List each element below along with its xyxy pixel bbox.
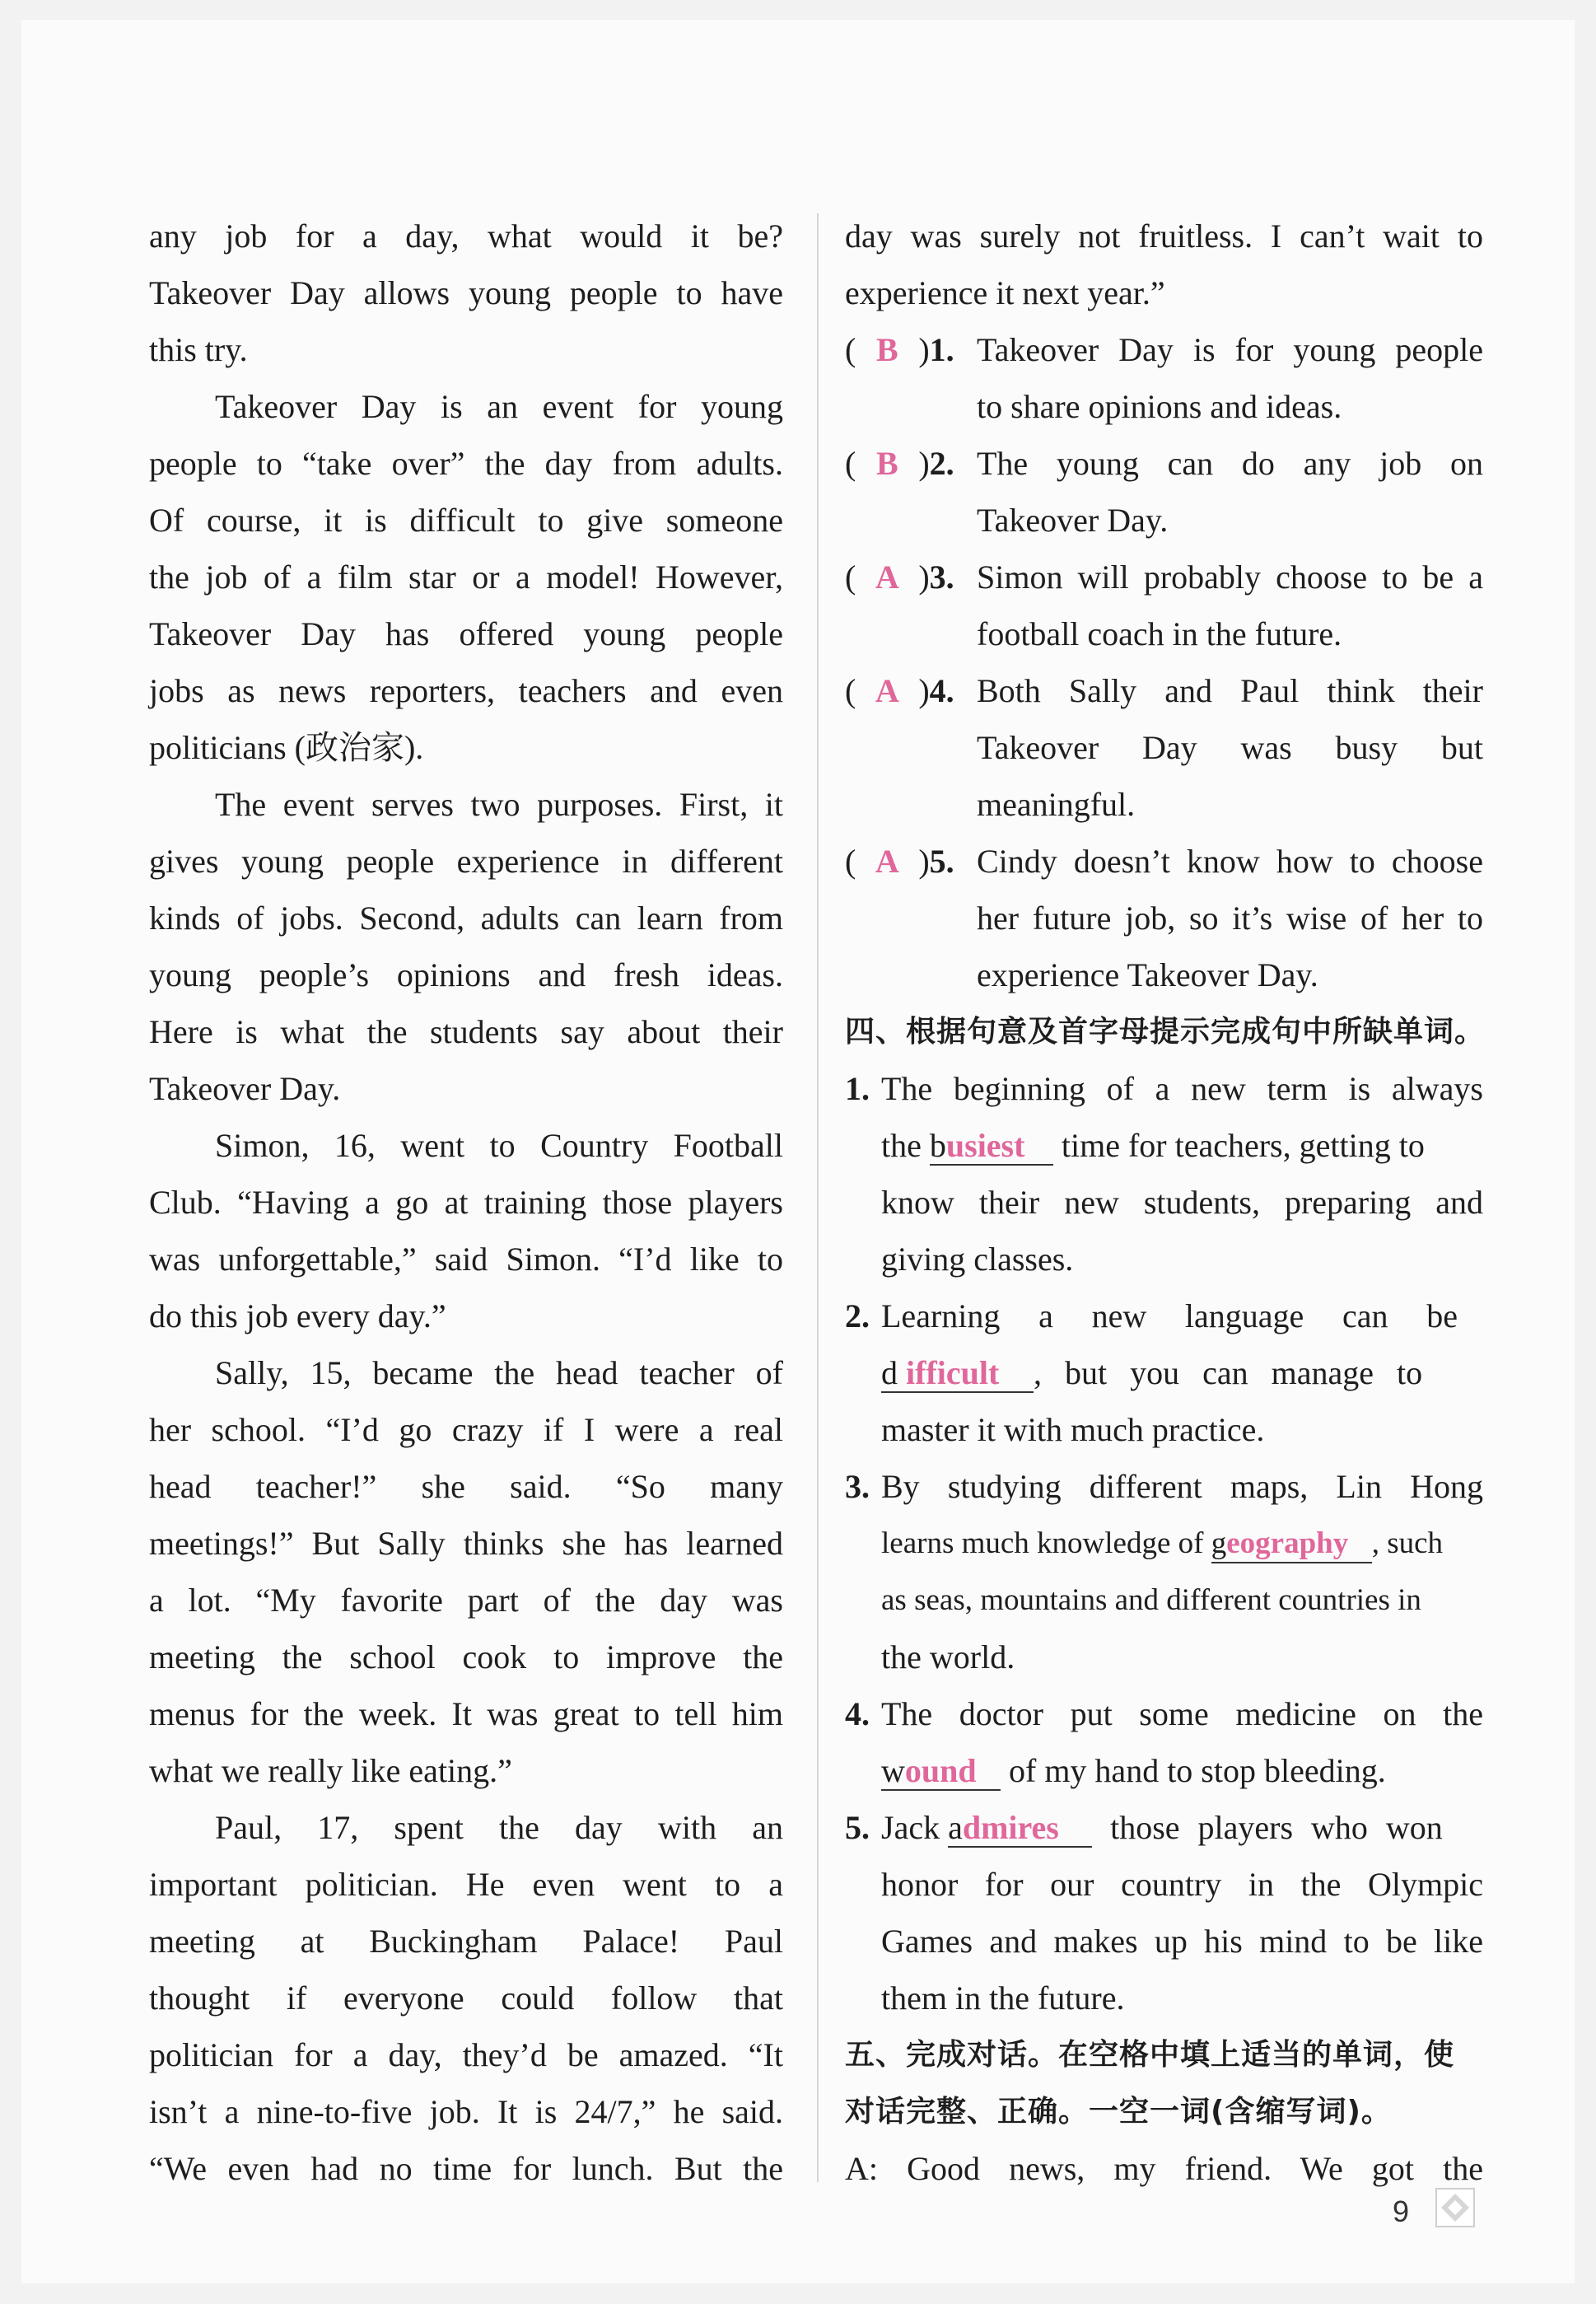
text-line: politician for a day, they’d be amazed. “It [149, 2036, 783, 2073]
text-line: Sally, 15, became the head teacher of [215, 1354, 783, 1391]
item-text: Learning a new language can be [881, 1297, 1458, 1334]
item-line [845, 1344, 1483, 1401]
section-heading: 对话完整、正确。一空一词(含缩写词)。 [845, 2095, 1392, 2129]
text-line: jobs as news reporters, teachers and even [149, 672, 783, 709]
answer-letter: A [875, 672, 899, 709]
first-letter: b [929, 1127, 946, 1164]
text-line: Here is what the students say about their [149, 1013, 783, 1050]
item-text: , such [1371, 1526, 1444, 1560]
answer-fill: dmires [962, 1809, 1059, 1846]
question-number: 5. [929, 843, 954, 880]
fill-item-1 [845, 1060, 1483, 1117]
answer-bracket: ( A )4. [845, 662, 977, 719]
item-text: The beginning of a new term is always [881, 1070, 1483, 1107]
answer-bracket: ( A )5. [845, 833, 977, 890]
item-text: giving classes. [881, 1241, 1074, 1278]
text-line: meetings!” But Sally thinks she has learned [149, 1525, 783, 1562]
right-column [845, 208, 1486, 2197]
text-line: meeting the school cook to improve the [149, 1638, 783, 1675]
item-number: 4. [845, 1695, 870, 1732]
answer-bracket: ( B )2. [845, 435, 977, 492]
text-line: experience it next year.” [845, 274, 1165, 311]
item-text: those players who won [1092, 1809, 1443, 1846]
item-text: learns much knowledge of [881, 1526, 1211, 1560]
answer-fill: eography [1226, 1526, 1349, 1560]
question-text: experience Takeover Day. [977, 956, 1318, 993]
text-line: thought if everyone could follow that [149, 1979, 783, 2017]
item-line [845, 1742, 1483, 1799]
text-line: her school. “I’d go crazy if I were a real [149, 1411, 783, 1448]
text-line: people to “take over” the day from adults. [149, 445, 783, 482]
question-text: meaningful. [977, 786, 1136, 823]
question-text: Takeover Day was busy but [977, 729, 1483, 766]
text-line: head teacher!” she said. “So many [149, 1468, 783, 1505]
fill-item-2 [845, 1288, 1483, 1344]
page-number: 9 [1393, 2194, 1410, 2228]
question-2 [845, 435, 1483, 492]
item-number: 5. [845, 1809, 870, 1846]
text-line: politicians (政治家). [149, 729, 424, 766]
text-line: do this job every day.” [149, 1297, 446, 1334]
text-line: Takeover Day is an event for young [215, 388, 783, 425]
question-number: 1. [929, 331, 954, 368]
text-line: meeting at Buckingham Palace! Paul [149, 1923, 783, 1960]
first-letter: w [881, 1752, 905, 1789]
text-line: Takeover Day allows young people to have [149, 274, 783, 311]
answer-blank[interactable] [948, 1810, 1092, 1848]
text-line: any job for a day, what would it be? [149, 217, 783, 255]
item-text: of my hand to stop bleeding. [1001, 1752, 1386, 1789]
answer-fill: usiest [945, 1127, 1025, 1164]
item-line [845, 1117, 1483, 1174]
item-text: Jack [881, 1809, 949, 1846]
answer-blank[interactable] [881, 1753, 1001, 1791]
item-text: honor for our country in the Olympic [881, 1866, 1483, 1903]
text-line: isn’t a nine-to-five job. It is 24/7,” he said. [149, 2093, 783, 2130]
text-line: what we really like eating.” [149, 1752, 512, 1789]
item-text: , but you can manage to [1034, 1354, 1423, 1391]
text-line: Paul, 17, spent the day with an [215, 1809, 783, 1846]
section-heading: 五、完成对话。在空格中填上适当的单词，使 [845, 2038, 1455, 2072]
item-number: 2. [845, 1297, 870, 1334]
text-line: menus for the week. It was great to tell him [149, 1695, 783, 1732]
item-text: time for teachers, getting to [1052, 1127, 1425, 1164]
item-number: 3. [845, 1468, 870, 1505]
question-text: Simon will probably choose to be a [977, 558, 1483, 596]
text-line: Of course, it is difficult to give someone [149, 502, 783, 539]
first-letter: a [948, 1809, 963, 1846]
fill-item-3 [845, 1458, 1483, 1515]
text-line: kinds of jobs. Second, adults can learn from [149, 900, 783, 937]
text-line: important politician. He even went to a [149, 1866, 783, 1903]
text-line: young people’s opinions and fresh ideas. [149, 956, 783, 993]
item-text: know their new students, preparing and [881, 1184, 1483, 1221]
answer-fill: ound [904, 1752, 977, 1789]
item-text: master it with much practice. [881, 1411, 1265, 1448]
answer-fill: ifficult [906, 1354, 1000, 1391]
text-line: The event serves two purposes. First, it [215, 786, 783, 823]
question-text: Takeover Day. [977, 502, 1169, 539]
answer-bracket: ( B )1. [845, 321, 977, 378]
text-line: Club. “Having a go at training those players [149, 1184, 783, 1221]
text-line: Simon, 16, went to Country Football [215, 1127, 783, 1164]
section-heading: 四、根据句意及首字母提示完成句中所缺单词。 [845, 1015, 1486, 1049]
question-3 [845, 549, 1483, 605]
item-text: The doctor put some medicine on the [881, 1695, 1483, 1732]
question-number: 3. [929, 558, 954, 596]
question-number: 4. [929, 672, 954, 709]
left-column [149, 208, 783, 2197]
item-text: the world. [881, 1638, 1015, 1675]
item-line [845, 1515, 1483, 1572]
question-text: to share opinions and ideas. [977, 388, 1342, 425]
text-line: Takeover Day has offered young people [149, 615, 783, 652]
question-1 [845, 321, 1483, 378]
item-text: as seas, mountains and different countries in [881, 1583, 1421, 1617]
question-text: her future job, so it’s wise of her to [977, 900, 1483, 937]
item-text: By studying different maps, Lin Hong [881, 1468, 1483, 1505]
answer-letter: A [875, 558, 899, 596]
question-5 [845, 833, 1483, 890]
answer-letter: B [875, 331, 898, 368]
item-text: Games and makes up his mind to be like [881, 1923, 1483, 1960]
text-line: day was surely not fruitless. I can’t wait to [845, 217, 1483, 255]
question-4 [845, 662, 1483, 719]
text-line: Takeover Day. [149, 1070, 341, 1107]
item-text: the [881, 1127, 930, 1164]
diamond-page-icon [1434, 2186, 1477, 2229]
question-text: The young can do any job on [977, 445, 1483, 482]
page [21, 20, 1575, 2283]
text-line: gives young people experience in different [149, 843, 783, 880]
answer-blank[interactable] [1211, 1526, 1372, 1563]
item-text: them in the future. [881, 1979, 1125, 2017]
item-number: 1. [845, 1070, 870, 1107]
fill-item-5 [845, 1799, 1483, 1856]
answer-letter: B [875, 445, 898, 482]
first-letter: d [881, 1354, 906, 1391]
answer-blank[interactable] [881, 1355, 1034, 1393]
question-text: Both Sally and Paul think their [977, 672, 1483, 709]
answer-blank[interactable] [930, 1128, 1053, 1166]
question-number: 2. [929, 445, 954, 482]
first-letter: g [1211, 1526, 1227, 1560]
question-text: Cindy doesn’t know how to choose [977, 843, 1483, 880]
question-text: Takeover Day is for young people [977, 331, 1483, 368]
text-line: was unforgettable,” said Simon. “I’d like to [149, 1241, 783, 1278]
column-divider [817, 213, 819, 2182]
dialogue-line: A: Good news, my friend. We got the [845, 2150, 1483, 2187]
answer-bracket: ( A )3. [845, 549, 977, 605]
text-line: the job of a film star or a model! However, [149, 558, 783, 596]
text-line: “We even had no time for lunch. But the [149, 2150, 783, 2187]
text-line: a lot. “My favorite part of the day was [149, 1582, 783, 1619]
answer-letter: A [875, 843, 899, 880]
fill-item-4 [845, 1685, 1483, 1742]
text-line: this try. [149, 331, 248, 368]
question-text: football coach in the future. [977, 615, 1342, 652]
